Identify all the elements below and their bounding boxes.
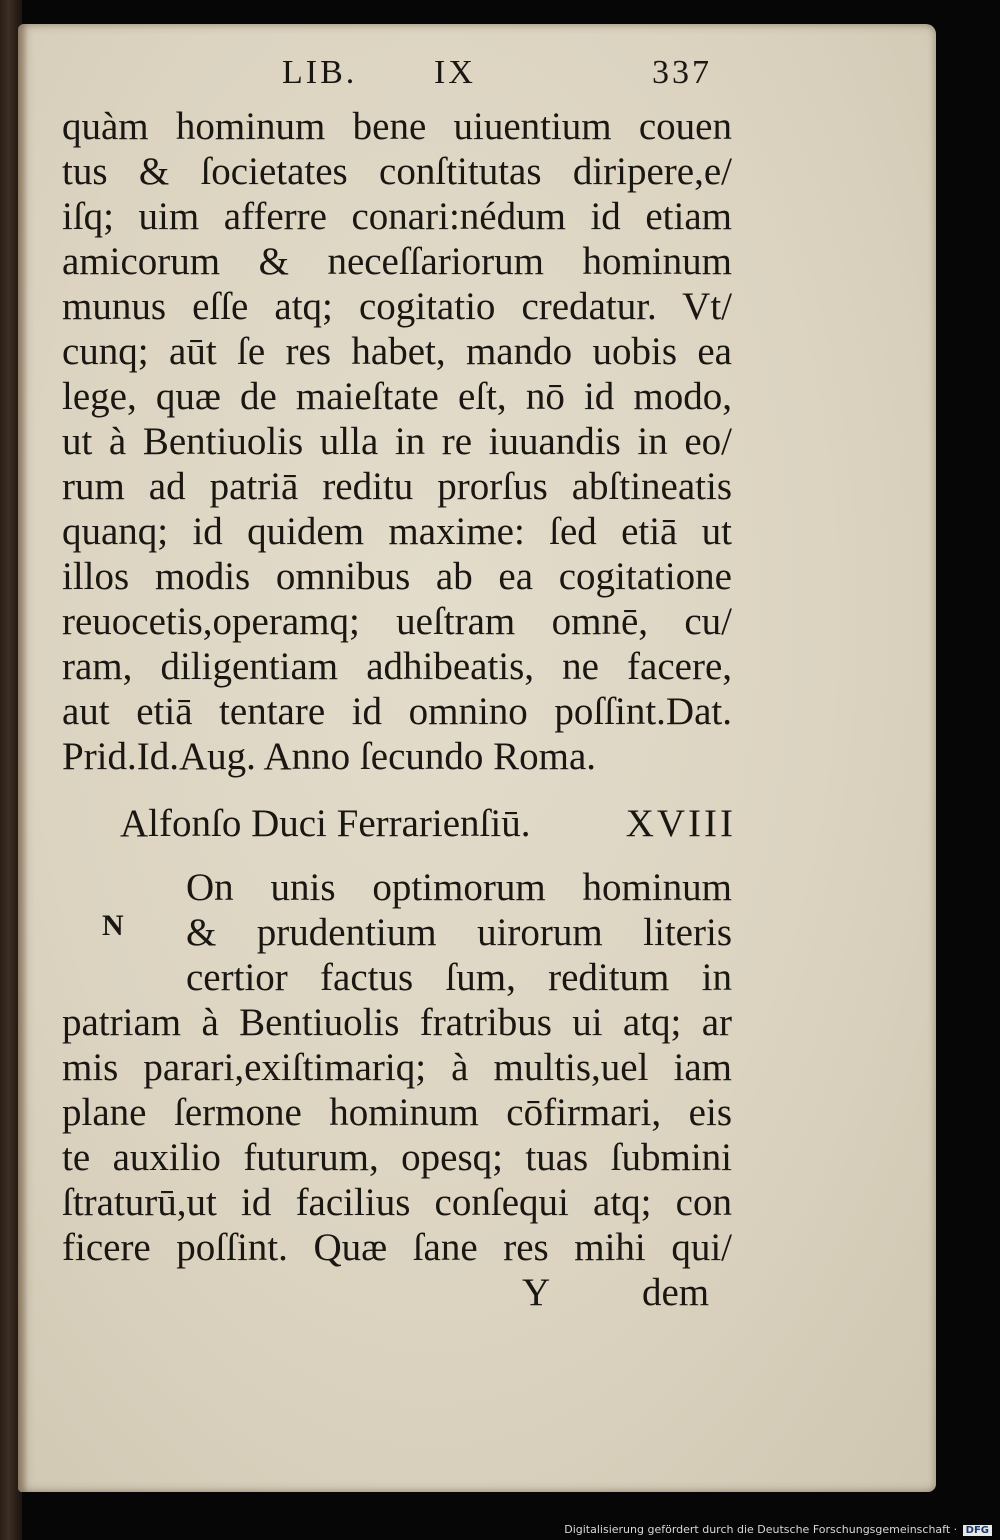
page-footer	[62, 1270, 742, 1320]
letter-body-previous	[62, 104, 742, 779]
text-line: illos modis omnibus ab ea cogitatione	[62, 555, 732, 598]
text-line: munus eſſe atq; cogitatio credatur. Vt/	[62, 285, 732, 328]
text-line: amicorum & neceſſariorum hominum	[62, 240, 732, 283]
drop-initial: N	[102, 909, 124, 942]
credit-text: Digitalisierung gefördert durch die Deutsche Forschungsgemeinschaft ·	[564, 1523, 958, 1536]
indented-line: & prudentium uirorum literis	[186, 911, 732, 954]
text-line: te auxilio futurum, opesq; tuas ſubmini	[62, 1136, 732, 1179]
running-header	[62, 54, 742, 104]
header-book-number: IX	[434, 54, 476, 91]
text-line: iſq; uim afferre conari:nédum id etiam	[62, 195, 732, 238]
text-line: Prid.Id.Aug. Anno ſecundo Roma.	[62, 735, 597, 778]
text-line: reuocetis,operamq; ueſtram omnē, cu/	[62, 600, 732, 643]
text-line: mis parari,exiſtimariq; à multis,uel iam	[62, 1046, 732, 1089]
letter-heading	[62, 793, 742, 855]
letter-addressee: Alfonſo Duci Ferrarienſiū.	[120, 802, 531, 845]
text-line: plane ſermone hominum cōfirmari, eis	[62, 1091, 732, 1134]
text-line: ſtraturū,ut id facilius conſequi atq; con	[62, 1181, 732, 1224]
letter-opening	[62, 865, 742, 1000]
text-line: cunq; aūt ſe res habet, mando uobis ea	[62, 330, 732, 373]
text-line: patriam à Bentiuolis fratribus ui atq; ar	[62, 1001, 732, 1044]
text-line: quanq; id quidem maxime: ſed etiā ut	[62, 510, 732, 553]
indented-line: On unis optimorum hominum	[186, 866, 732, 909]
text-line: quàm hominum bene uiuentium couen	[62, 105, 732, 148]
text-line: aut etiā tentare id omnino poſſint.Dat.	[62, 690, 732, 733]
dfg-logo: DFG	[963, 1525, 992, 1536]
indented-line: certior factus ſum, reditum in	[186, 956, 732, 999]
signature-mark: Y	[522, 1271, 551, 1314]
text-line: ut à Bentiuolis ulla in re iuuandis in eo/	[62, 420, 732, 463]
text-line: lege, quæ de maieſtate eſt, nō id modo,	[62, 375, 732, 418]
digitization-credit	[564, 1523, 992, 1536]
catchword: dem	[642, 1271, 710, 1314]
letter-body	[62, 1000, 742, 1270]
text-line: rum ad patriā reditu prorſus abſtineatis	[62, 465, 732, 508]
page-text	[62, 54, 742, 1320]
header-lib: LIB.	[282, 54, 358, 91]
book-page	[18, 24, 936, 1492]
page-number: 337	[652, 54, 712, 91]
text-line: tus & ſocietates conſtitutas diripere,e/	[62, 150, 732, 193]
text-line: ficere poſſint. Quæ ſane res mihi qui/	[62, 1226, 732, 1269]
letter-number: XVIII	[625, 802, 736, 845]
text-line: ram, diligentiam adhibeatis, ne facere,	[62, 645, 732, 688]
